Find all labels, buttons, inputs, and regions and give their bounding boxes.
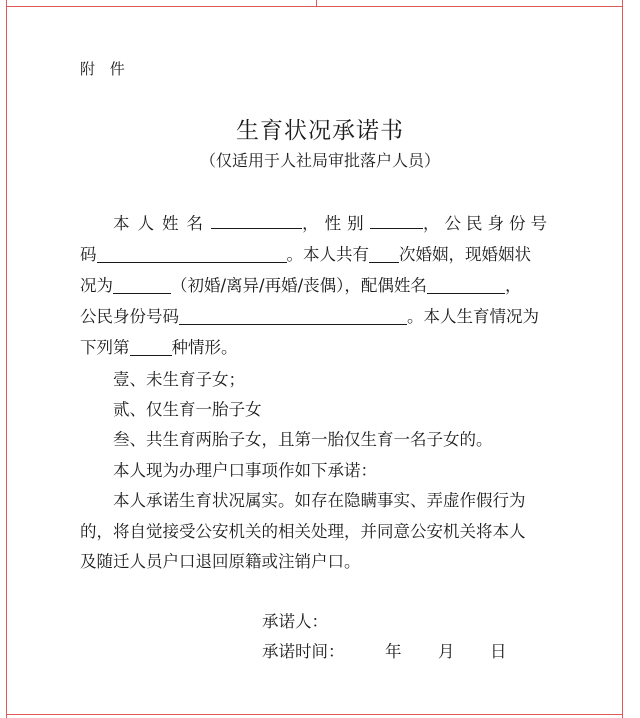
document-subtitle: （仅适用于人社局审批落户人员） bbox=[199, 151, 440, 170]
case-number-blank[interactable] bbox=[130, 337, 172, 356]
signer-label: 承诺人： bbox=[262, 612, 328, 631]
marriage-status-label: 次婚姻，现婚姻状 bbox=[399, 245, 531, 264]
id-blank[interactable] bbox=[97, 244, 287, 263]
name-label: 本人姓名 bbox=[113, 214, 211, 233]
marital-options: （初婚/离异/再婚/丧偶），配偶姓名 bbox=[171, 276, 427, 295]
spouse-name-blank[interactable] bbox=[427, 275, 505, 294]
promise-line: 的，将自觉接受公安机关的相关处理，并同意公安机关将本人 bbox=[80, 522, 526, 541]
id-label: ，公民身份号 bbox=[423, 214, 552, 233]
form-line-name bbox=[80, 210, 552, 234]
sex-blank[interactable] bbox=[370, 210, 423, 229]
promise-line: 本人承诺生育状况属实。如存在隐瞒事实、弄虚作假行为 bbox=[113, 491, 526, 510]
promise-line: 及随迁人员户口退回原籍或注销户口。 bbox=[80, 552, 361, 571]
date-day: 日 bbox=[490, 642, 507, 661]
option-one: 壹、未生育子女； bbox=[113, 370, 245, 389]
form-line-id bbox=[80, 241, 531, 265]
case-prefix: 下列第 bbox=[80, 338, 130, 357]
name-blank[interactable] bbox=[211, 210, 302, 229]
option-three: 叁、共生育两胎子女，且第一胎仅生育一名子女的。 bbox=[113, 430, 493, 449]
marriage-count-label: 。本人共有 bbox=[286, 245, 369, 264]
birth-status-label: 。本人生育情况为 bbox=[407, 307, 539, 326]
spouse-name-suffix: ， bbox=[504, 276, 522, 295]
spouse-id-label: 公民身份号码 bbox=[80, 307, 179, 326]
form-line-case bbox=[80, 334, 238, 358]
id-label-cont: 码 bbox=[80, 245, 97, 264]
spouse-id-blank[interactable] bbox=[179, 306, 407, 325]
promise-intro: 本人现为办理户口事项作如下承诺： bbox=[113, 461, 377, 480]
form-line-spouse-id bbox=[80, 303, 539, 327]
form-line-marital bbox=[80, 272, 521, 296]
case-suffix: 种情形。 bbox=[171, 338, 238, 357]
attachment-label: 附 件 bbox=[80, 60, 130, 78]
option-two: 贰、仅生育一胎子女 bbox=[113, 400, 262, 419]
sex-label: ，性别 bbox=[302, 214, 370, 233]
date-month: 月 bbox=[438, 642, 455, 661]
marital-status-blank[interactable] bbox=[113, 275, 171, 294]
promise-date-label: 承诺时间： bbox=[262, 642, 345, 661]
document-title: 生育状况承诺书 bbox=[236, 118, 404, 144]
marriage-count-blank[interactable] bbox=[369, 244, 399, 263]
date-year: 年 bbox=[385, 642, 402, 661]
marital-status-prefix: 况为 bbox=[80, 276, 113, 295]
